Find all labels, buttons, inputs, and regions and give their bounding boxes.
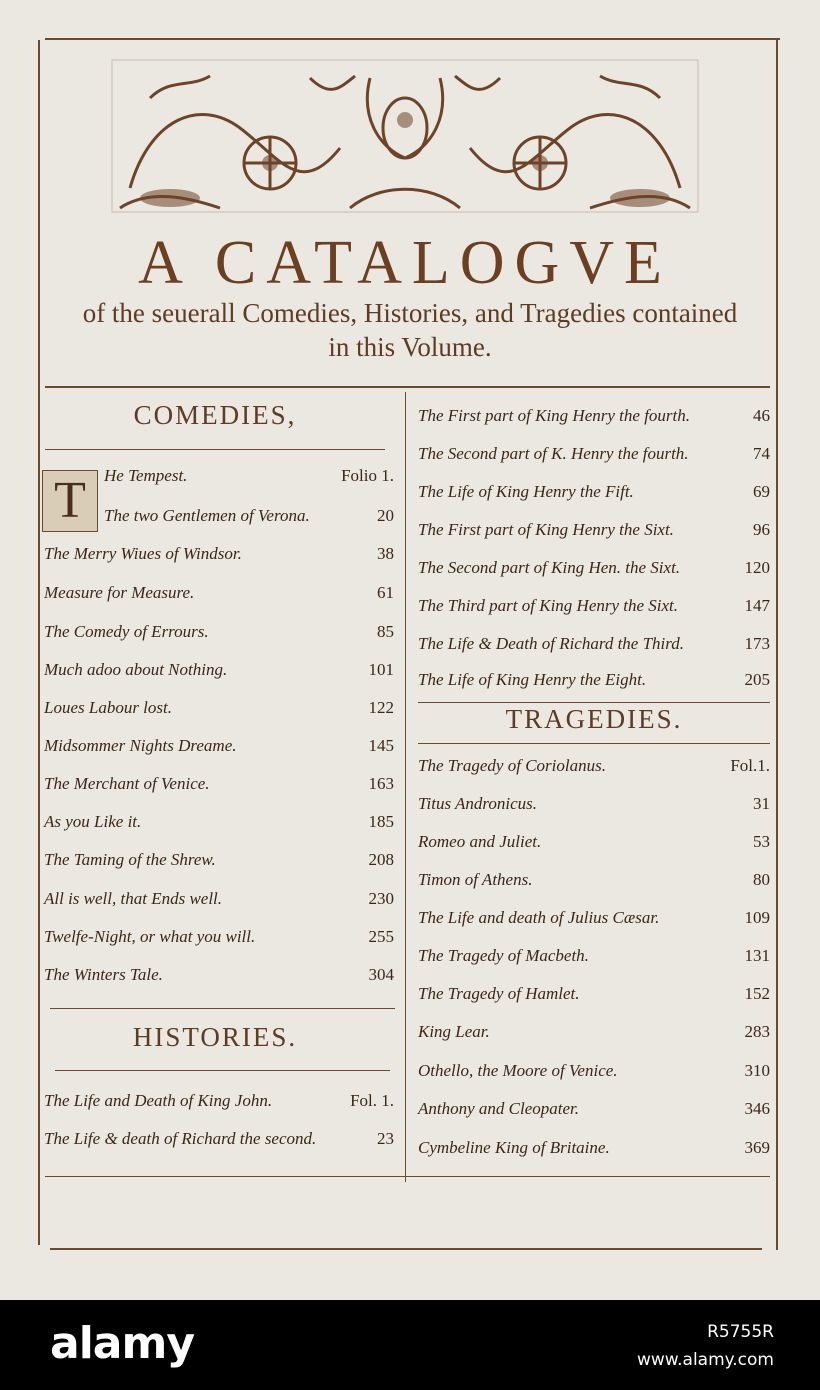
histories-top-rule — [50, 1008, 395, 1009]
ornamental-headpiece-icon — [110, 58, 700, 214]
history-entry — [418, 554, 770, 584]
folio-number: 369 — [744, 1138, 770, 1157]
folio-number: 163 — [368, 774, 394, 793]
catalogue-subtitle: of the seuerall Comedies, Histories, and Tragedies contained in this Volume. — [82, 298, 738, 362]
tragedy-entry — [418, 1057, 770, 1087]
play-title: Measure for Measure. — [44, 583, 195, 602]
tragedies-heading: TRAGEDIES. — [505, 704, 683, 734]
tragedy-entry — [418, 828, 770, 858]
folio-number: 20 — [377, 506, 394, 525]
folio-number: 122 — [368, 698, 394, 717]
play-title: The Comedy of Errours. — [44, 622, 209, 641]
comedy-entry — [44, 579, 394, 609]
bottom-rule — [45, 1176, 770, 1177]
play-title: The two Gentlemen of Verona. — [104, 506, 310, 525]
play-title: Titus Andronicus. — [418, 794, 538, 813]
history-entry — [418, 666, 770, 696]
histories-heading: HISTORIES. — [132, 1022, 298, 1052]
history-entry — [418, 630, 770, 660]
tragedy-entry — [418, 1134, 770, 1164]
tragedy-entry — [418, 752, 770, 782]
play-title: All is well, that Ends well. — [44, 889, 223, 908]
site-url: www.alamy.com — [636, 1350, 774, 1370]
folio-number: 131 — [744, 946, 770, 965]
folio-number: 310 — [744, 1061, 770, 1080]
play-title: The Merchant of Venice. — [44, 774, 210, 793]
dropcap-letter: T — [42, 470, 98, 532]
comedy-entry — [44, 618, 394, 648]
folio-number: 85 — [377, 622, 394, 641]
play-title: The Life of King Henry the Fift. — [418, 482, 634, 501]
folio-number: 255 — [368, 927, 394, 946]
comedy-entry — [104, 502, 394, 532]
play-title: The First part of King Henry the Sixt. — [418, 520, 674, 539]
comedy-entry — [44, 656, 394, 686]
play-title: Cymbeline King of Britaine. — [418, 1138, 610, 1157]
folio-number: 23 — [377, 1129, 394, 1148]
frame-left-rule — [38, 40, 40, 1245]
history-entry — [418, 478, 770, 508]
play-title: Twelfe-Night, or what you will. — [44, 927, 256, 946]
play-title: The Winters Tale. — [44, 965, 163, 984]
play-title: As you Like it. — [44, 812, 142, 831]
play-title: The Life & Death of Richard the Third. — [418, 634, 685, 653]
play-title: The Merry Wiues of Windsor. — [44, 544, 242, 563]
history-entry — [418, 592, 770, 622]
tragedy-entry — [418, 1095, 770, 1125]
folio-number: 145 — [368, 736, 394, 755]
tragedy-entry — [418, 980, 770, 1010]
comedy-entry — [44, 540, 394, 570]
play-title: The Third part of King Henry the Sixt. — [418, 596, 679, 615]
catalogue-title: A CATALOGVE — [138, 229, 672, 297]
folio-number: Fol. 1. — [350, 1091, 394, 1110]
play-title: Much adoo about Nothing. — [44, 660, 228, 679]
folio-number: 185 — [368, 812, 394, 831]
tragedy-entry — [418, 942, 770, 972]
folio-number: 69 — [753, 482, 770, 501]
frame-bottom-rule — [50, 1248, 762, 1250]
comedies-heading: COMEDIES, — [133, 400, 297, 430]
play-title: The Life & death of Richard the second. — [44, 1129, 317, 1148]
folio-number: 38 — [377, 544, 394, 563]
history-entry — [44, 1087, 394, 1117]
tragedy-entry — [418, 866, 770, 896]
play-title: The Life of King Henry the Eight. — [418, 670, 647, 689]
tragedy-entry — [418, 790, 770, 820]
comedy-entry — [44, 770, 394, 800]
play-title: He Tempest. — [104, 466, 188, 485]
frame-top-rule — [45, 38, 780, 40]
folio-number: 101 — [368, 660, 394, 679]
play-title: The Second part of K. Henry the fourth. — [418, 444, 689, 463]
comedy-entry — [44, 694, 394, 724]
tragedies-top-rule — [418, 702, 770, 703]
folio-number: 120 — [744, 558, 770, 577]
play-title: The Tragedy of Coriolanus. — [418, 756, 606, 775]
play-title: Midsommer Nights Dreame. — [44, 736, 237, 755]
play-title: The Second part of King Hen. the Sixt. — [418, 558, 681, 577]
play-title: The Taming of the Shrew. — [44, 850, 216, 869]
comedy-entry — [104, 462, 394, 492]
comedy-entry — [44, 885, 394, 915]
tragedy-entry — [418, 904, 770, 934]
play-title: Romeo and Juliet. — [418, 832, 542, 851]
play-title: Othello, the Moore of Venice. — [418, 1061, 618, 1080]
column-divider — [405, 392, 406, 1182]
play-title: The Life and Death of King John. — [44, 1091, 273, 1110]
play-title: The First part of King Henry the fourth. — [418, 406, 690, 425]
folio-number: 46 — [753, 406, 770, 425]
folio-number: 96 — [753, 520, 770, 539]
folio-number: 208 — [368, 850, 394, 869]
title-rule — [45, 386, 770, 388]
folio-number: 230 — [368, 889, 394, 908]
play-title: Loues Labour lost. — [44, 698, 172, 717]
folio-number: Folio 1. — [341, 466, 394, 485]
folio-number: Fol.1. — [730, 756, 770, 775]
tragedies-rule — [418, 743, 770, 744]
folio-number: 61 — [377, 583, 394, 602]
play-title: King Lear. — [418, 1022, 490, 1041]
comedy-entry — [44, 808, 394, 838]
history-entry — [418, 516, 770, 546]
tragedy-entry — [418, 1018, 770, 1048]
folio-number: 53 — [753, 832, 770, 851]
play-title: The Tragedy of Hamlet. — [418, 984, 580, 1003]
folio-number: 173 — [744, 634, 770, 653]
history-entry — [418, 402, 770, 432]
alamy-logo: alamy — [50, 1318, 194, 1369]
folio-number: 304 — [368, 965, 394, 984]
history-entry — [44, 1125, 394, 1155]
folio-number: 346 — [744, 1099, 770, 1118]
folio-number: 205 — [744, 670, 770, 689]
play-title: Timon of Athens. — [418, 870, 533, 889]
folio-number: 80 — [753, 870, 770, 889]
comedy-entry — [44, 961, 394, 991]
comedies-rule — [45, 449, 385, 450]
play-title: Anthony and Cleopater. — [418, 1099, 580, 1118]
history-entry — [418, 440, 770, 470]
folio-number: 109 — [744, 908, 770, 927]
play-title: The Tragedy of Macbeth. — [418, 946, 589, 965]
histories-rule — [55, 1070, 390, 1071]
comedy-entry — [44, 923, 394, 953]
play-title: The Life and death of Julius Cæsar. — [418, 908, 660, 927]
folio-number: 283 — [744, 1022, 770, 1041]
comedy-entry — [44, 846, 394, 876]
folio-number: 31 — [753, 794, 770, 813]
frame-right-rule — [776, 40, 778, 1250]
image-id: R5755R — [707, 1322, 774, 1342]
comedy-entry — [44, 732, 394, 762]
folio-number: 147 — [744, 596, 770, 615]
folio-number: 152 — [744, 984, 770, 1003]
folio-number: 74 — [753, 444, 770, 463]
